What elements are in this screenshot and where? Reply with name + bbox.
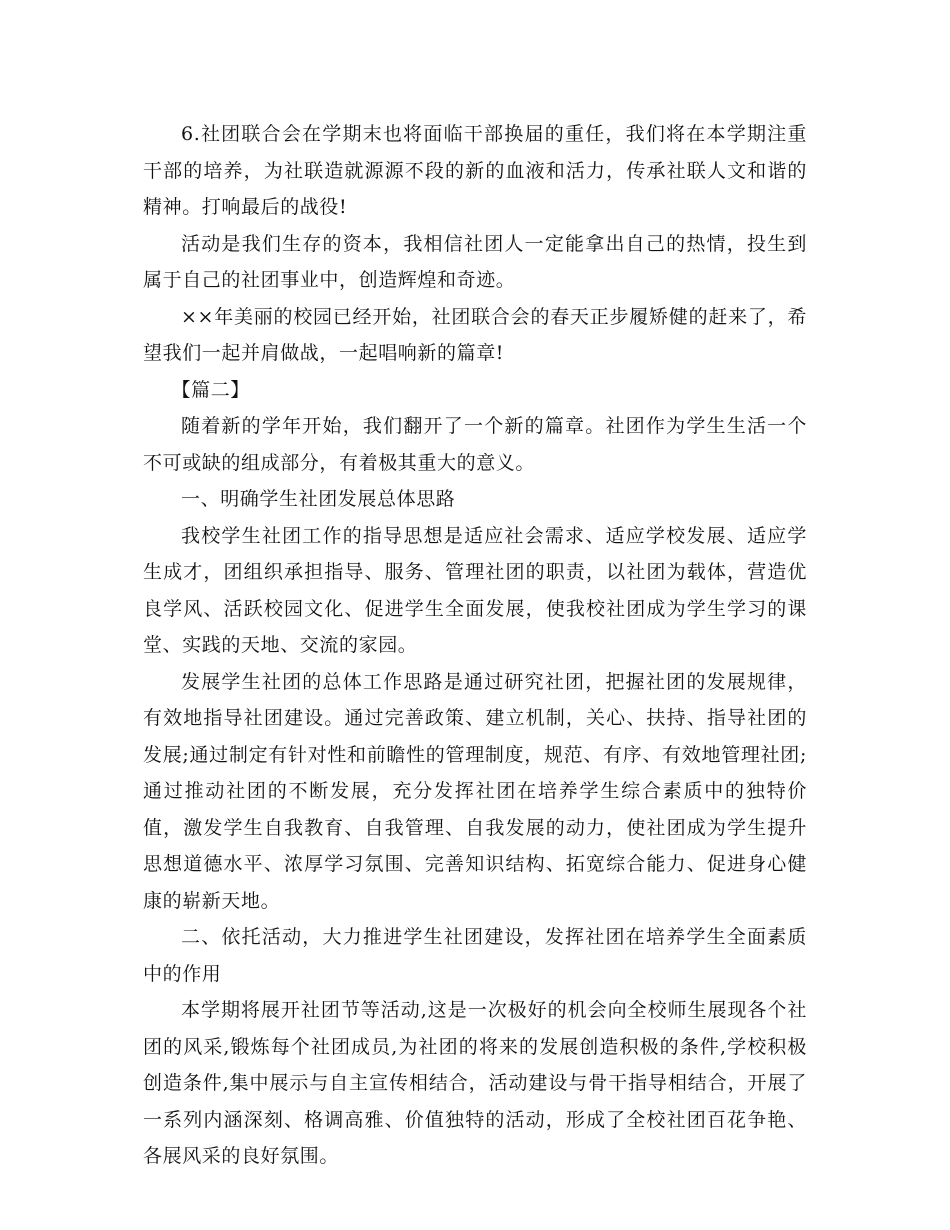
subheading-rely-on-activities: 二、依托活动，大力推进学生社团建设，发挥社团在培养学生全面素质中的作用 bbox=[143, 926, 807, 985]
paragraph-work-approach: 发展学生社团的总体工作思路是通过研究社团，把握社团的发展规律，有效地指导社团建设。通过完善政策、建立机制，关心、扶持、指导社团的发展;通过制定有针对性和前瞻性的管理制度，规范、有序、有效地管理社团;通过推动社团的不断发展，充分发挥社团在培养学生综合素质中的独特价值，激发学生自我教育、自我管理、自我发展的动力，使社团成为学生提升思想道德水平、浓厚学习氛围、完善知识结构、拓宽综合能力、促进身心健康的崭新天地。 bbox=[143, 670, 807, 912]
subheading-overall-approach: 一、明确学生社团发展总体思路 bbox=[181, 488, 456, 510]
section-heading-part-two: 【篇二】 bbox=[171, 378, 250, 401]
paragraph-new-chapter: 随着新的学年开始，我们翻开了一个新的篇章。社团作为学生生活一个不可或缺的组成部分，有着极其重大的意义。 bbox=[143, 415, 807, 474]
paragraph-activities-capital: 活动是我们生存的资本，我相信社团人一定能拿出自己的热情，投生到属于自己的社团事业中，创造辉煌和奇迹。 bbox=[143, 232, 807, 291]
paragraph-guiding-thought: 我校学生社团工作的指导思想是适应社会需求、适应学校发展、适应学生成才，团组织承担指导、服务、管理社团的职责，以社团为载体，营造优良学风、活跃校园文化、促进学生全面发展，使我校社团成为学生学习的课堂、实践的天地、交流的家园。 bbox=[143, 524, 807, 656]
paragraph-club-festival: 本学期将展开社团节等活动,这是一次极好的机会向全校师生展现各个社团的风采,锻炼每个社团成员,为社团的将来的发展创造积极的条件,学校积极创造条件,集中展示与自主宣传相结合，活动建设与骨干指导相结合，开展了一系列内涵深刻、格调高雅、价值独特的活动，形成了全校社团百花争艳、各展风采的良好氛围。 bbox=[143, 999, 807, 1167]
paragraph-spring-campus: ××年美丽的校园已经开始，社团联合会的春天正步履矫健的赶来了，希望我们一起并肩做战，一起唱响新的篇章! bbox=[143, 305, 807, 364]
paragraph-cadre-training: 6.社团联合会在学期末也将面临干部换届的重任，我们将在本学期注重干部的培养，为社联造就源源不段的新的血液和活力，传承社联人文和谐的精神。打响最后的战役! bbox=[143, 123, 807, 218]
document-body bbox=[143, 116, 807, 1175]
